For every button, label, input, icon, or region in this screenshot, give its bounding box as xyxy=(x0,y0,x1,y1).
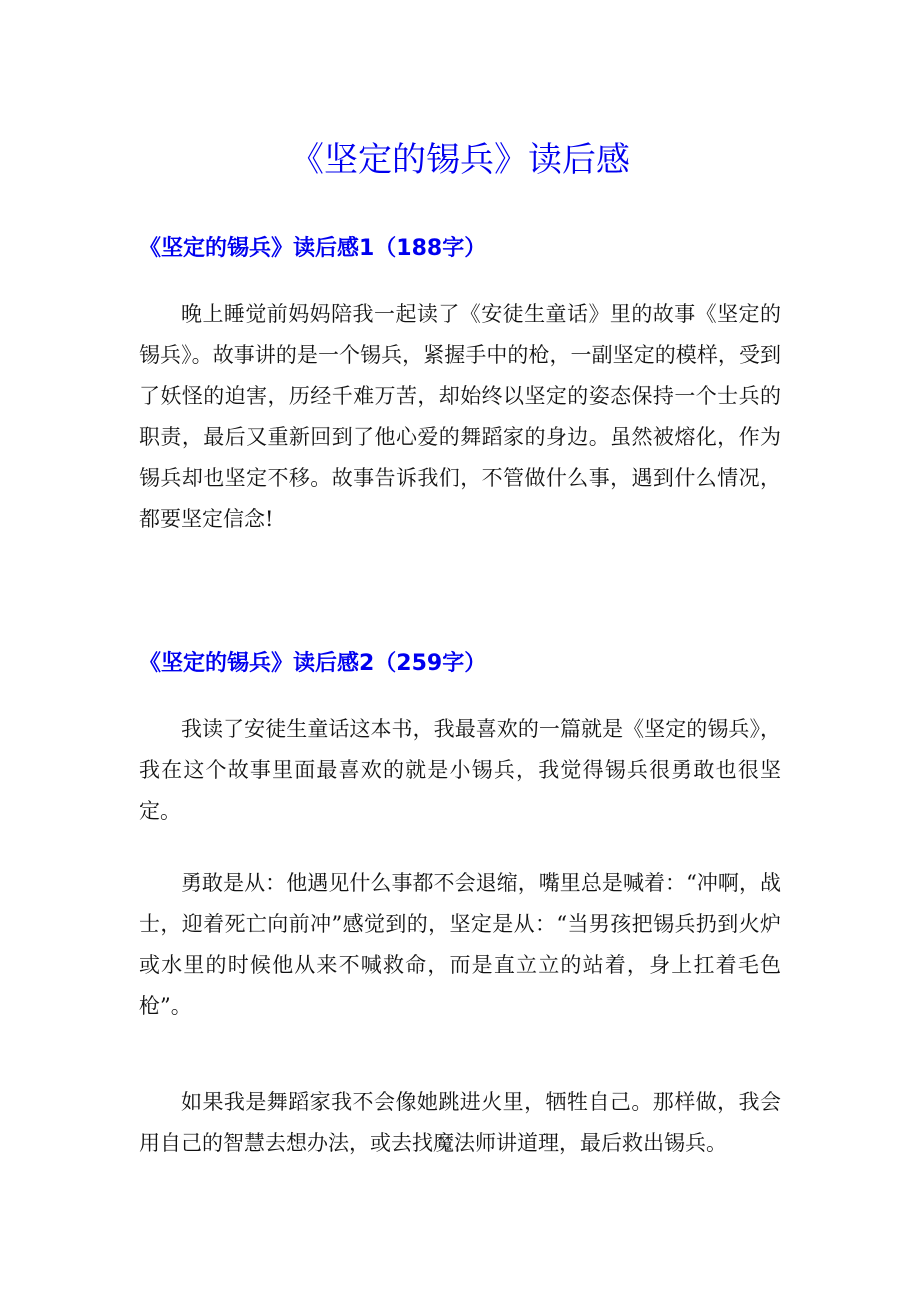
section-2-paragraph-1: 我读了安徒生童话这本书，我最喜欢的一篇就是《坚定的锡兵》，我在这个故事里面最喜欢的就是小锡兵，我觉得锡兵很勇敢也很坚定。 xyxy=(139,717,781,823)
section-2-paragraph-2: 勇敢是从：他遇见什么事都不会退缩，嘴里总是喊着：“冲啊，战士，迎着死亡向前冲”感觉到的，坚定是从：“当男孩把锡兵扔到火炉或水里的时候他从来不喊救命，而是直立立的站着，身上扛着毛色枪”。 xyxy=(139,871,781,1018)
section-heading-1: 《坚定的锡兵》读后感1（188字） xyxy=(139,236,487,261)
document-title: 《坚定的锡兵》读后感 xyxy=(290,140,630,180)
section-1-paragraph-1: 晚上睡觉前妈妈陪我一起读了《安徒生童话》里的故事《坚定的锡兵》。故事讲的是一个锡兵，紧握手中的枪，一副坚定的模样，受到了妖怪的迫害，历经千难万苦，却始终以坚定的姿态保持一个士兵的职责，最后又重新回到了他心爱的舞蹈家的身边。虽然被熔化，作为锡兵却也坚定不移。故事告诉我们，不管做什么事，遇到什么情况，都要坚定信念! xyxy=(139,302,781,531)
section-2-paragraph-3: 如果我是舞蹈家我不会像她跳进火里，牺牲自己。那样做，我会用自己的智慧去想办法，或去找魔法师讲道理，最后救出锡兵。 xyxy=(139,1090,781,1155)
section-heading-2: 《坚定的锡兵》读后感2（259字） xyxy=(139,651,487,676)
